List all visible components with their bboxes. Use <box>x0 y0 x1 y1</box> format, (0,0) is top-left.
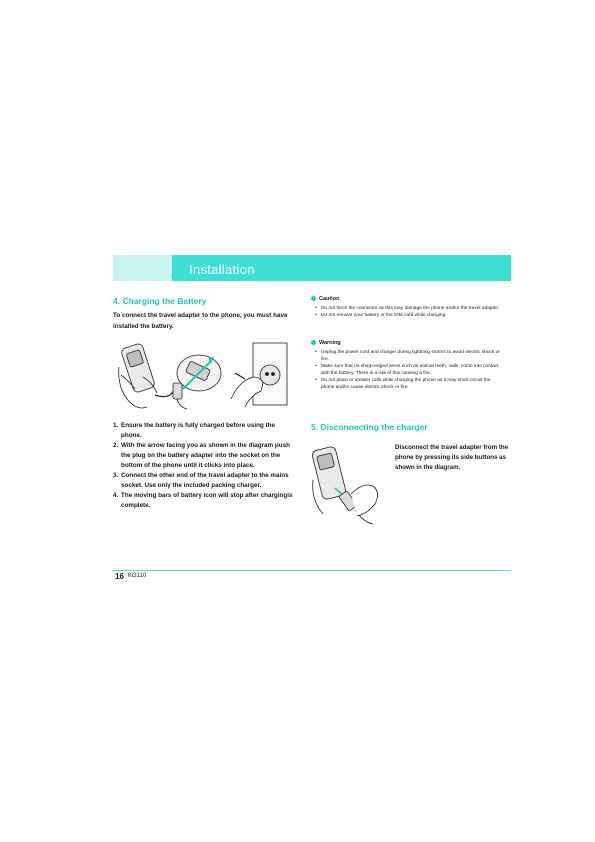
list-item: • Make sure that no sharp-edged items such as animal teeth, nails, come into contact with the battery. There is a risk of this causing a fire. <box>315 364 499 377</box>
caution-list <box>315 305 505 319</box>
warning-list <box>315 349 505 392</box>
warning-heading: Warning <box>311 340 341 346</box>
caution-heading: Caution <box>311 296 339 302</box>
charging-steps <box>113 421 293 511</box>
list-item: • Unplug the power cord and charger during lightning storms to avoid electric shock or fire. <box>315 350 500 363</box>
page-number: 16 <box>115 572 124 581</box>
header-tab <box>113 255 172 281</box>
list-item: • Do not remove your battery or the SIM card while charging. <box>315 313 447 319</box>
disconnect-text: Disconnect the travel adapter from the phone by pressing its side buttons as shown in the diagram. <box>395 444 509 471</box>
caution-icon <box>311 296 316 301</box>
section-heading-charging: 4. Charging the Battery <box>113 296 207 306</box>
section-heading-disconnecting: 5. Disconnecting the charger <box>311 422 428 432</box>
disconnect-illustration <box>311 444 391 526</box>
list-item: • Do not place or answer calls while charging the phone as it may short-circuit the phone and/or cause electric shock or fire. <box>315 378 491 391</box>
intro-text: To connect the travel adapter to the phone, you must have installed the battery. <box>113 312 288 330</box>
list-item: 4. The moving bars of battery icon will stop after chargingis complete. <box>113 492 293 509</box>
list-item: 1. Ensure the battery is fully charged before using the phone. <box>113 422 275 439</box>
header-bar <box>113 255 511 281</box>
list-item: 2. With the arrow facing you as shown in the diagram push the plug on the battery adapter into the socket on the bottom of the phone until it clicks into place. <box>113 442 290 469</box>
model-name: KG110 <box>128 573 147 579</box>
list-item: 3. Connect the other end of the travel adapter to the mains socket. Use only the included packing charger. <box>113 472 289 489</box>
footer-divider <box>113 570 511 571</box>
list-item: • Do not force the connector as this may damage the phone and/or the travel adapter. <box>315 306 500 311</box>
warning-icon <box>311 340 316 345</box>
page-title: Installation <box>189 262 255 277</box>
charging-illustration <box>113 337 295 416</box>
